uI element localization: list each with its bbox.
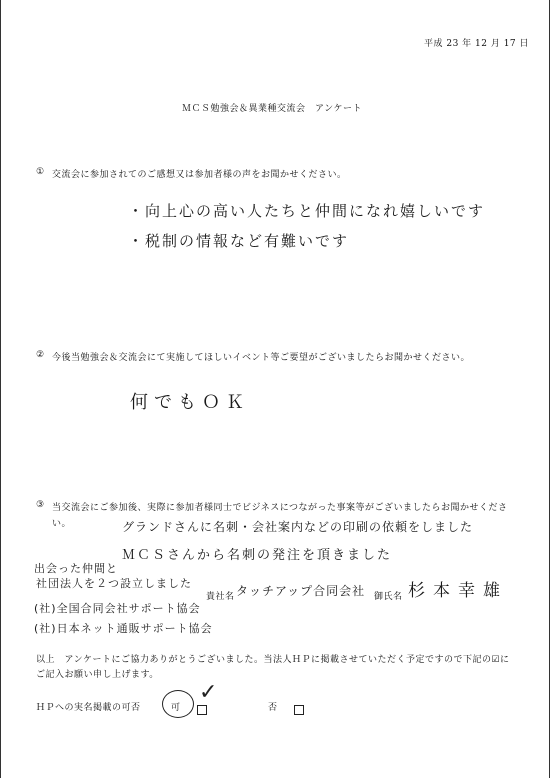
consent-yes-checkmark: ✓	[199, 680, 218, 705]
name-value: 杉本幸雄	[408, 581, 508, 601]
consent-label: ＨＰへの実名掲載の可否	[36, 703, 141, 713]
q1-answer-line-1: ・向上心の高い人たちと仲間になれ嬉しいです	[128, 202, 486, 220]
q1-answer-line-2: ・税制の情報など有難いです	[128, 232, 350, 250]
name-label: 御氏名	[374, 592, 403, 602]
document-title: ＭＣＳ勉強会＆異業種交流会 アンケート	[182, 104, 362, 114]
scan-edge-left	[0, 0, 1, 778]
q3-number: ③	[36, 500, 45, 510]
q3-side-note-line-2: 社団法人を２つ設立しました	[36, 577, 192, 590]
q3-side-note-line-3: (社)全国合同会社サポート協会	[34, 602, 201, 615]
q2-number: ②	[36, 350, 45, 360]
q2-question: 今後当勉強会＆交流会にて実施してほしいイベント等ご要望がございましたらお聞かせください。	[52, 353, 471, 363]
checkbox-box-icon	[294, 705, 304, 715]
q3-question-line-1: 当交流会にご参加後、実際に参加者様同士でビジネスにつながった事案等がございましたらお聞かせくださ	[52, 503, 508, 513]
q1-number: ①	[36, 167, 45, 177]
q1-question: 交流会に参加されてのご感想又は参加者様の声をお聞かせください。	[52, 170, 347, 180]
consent-no-label: 否	[268, 703, 278, 713]
checkbox-box-icon	[197, 705, 207, 715]
document-date: 平成 23 年 12 月 17 日	[424, 39, 530, 49]
closing-line-2: ご記入お願い申し上げます。	[36, 670, 159, 680]
consent-no-checkbox[interactable]	[294, 699, 304, 718]
q3-answer-line-2: ＭＣＳさんから名刺の発注を頂きました	[122, 548, 393, 563]
q2-answer: 何でもＯＫ	[130, 392, 250, 413]
q3-side-note-line-1: 出会った仲間と	[34, 562, 118, 575]
closing-line-1: 以上 アンケートにご協力ありがとうございました。当法人ＨＰに掲載させていただく予定ですので下記の☑に	[36, 655, 510, 665]
q3-answer-line-1: グランドさんに名刺・会社案内などの印刷の依頼をしました	[122, 520, 474, 534]
company-value: タッチアップ合同会社	[236, 584, 366, 598]
q3-side-note-line-4: (社)日本ネット通販サポート協会	[34, 622, 213, 635]
q3-question-line-2: い。	[52, 519, 72, 529]
consent-yes-label: 可	[171, 703, 181, 713]
company-label: 貴社名	[206, 592, 235, 602]
